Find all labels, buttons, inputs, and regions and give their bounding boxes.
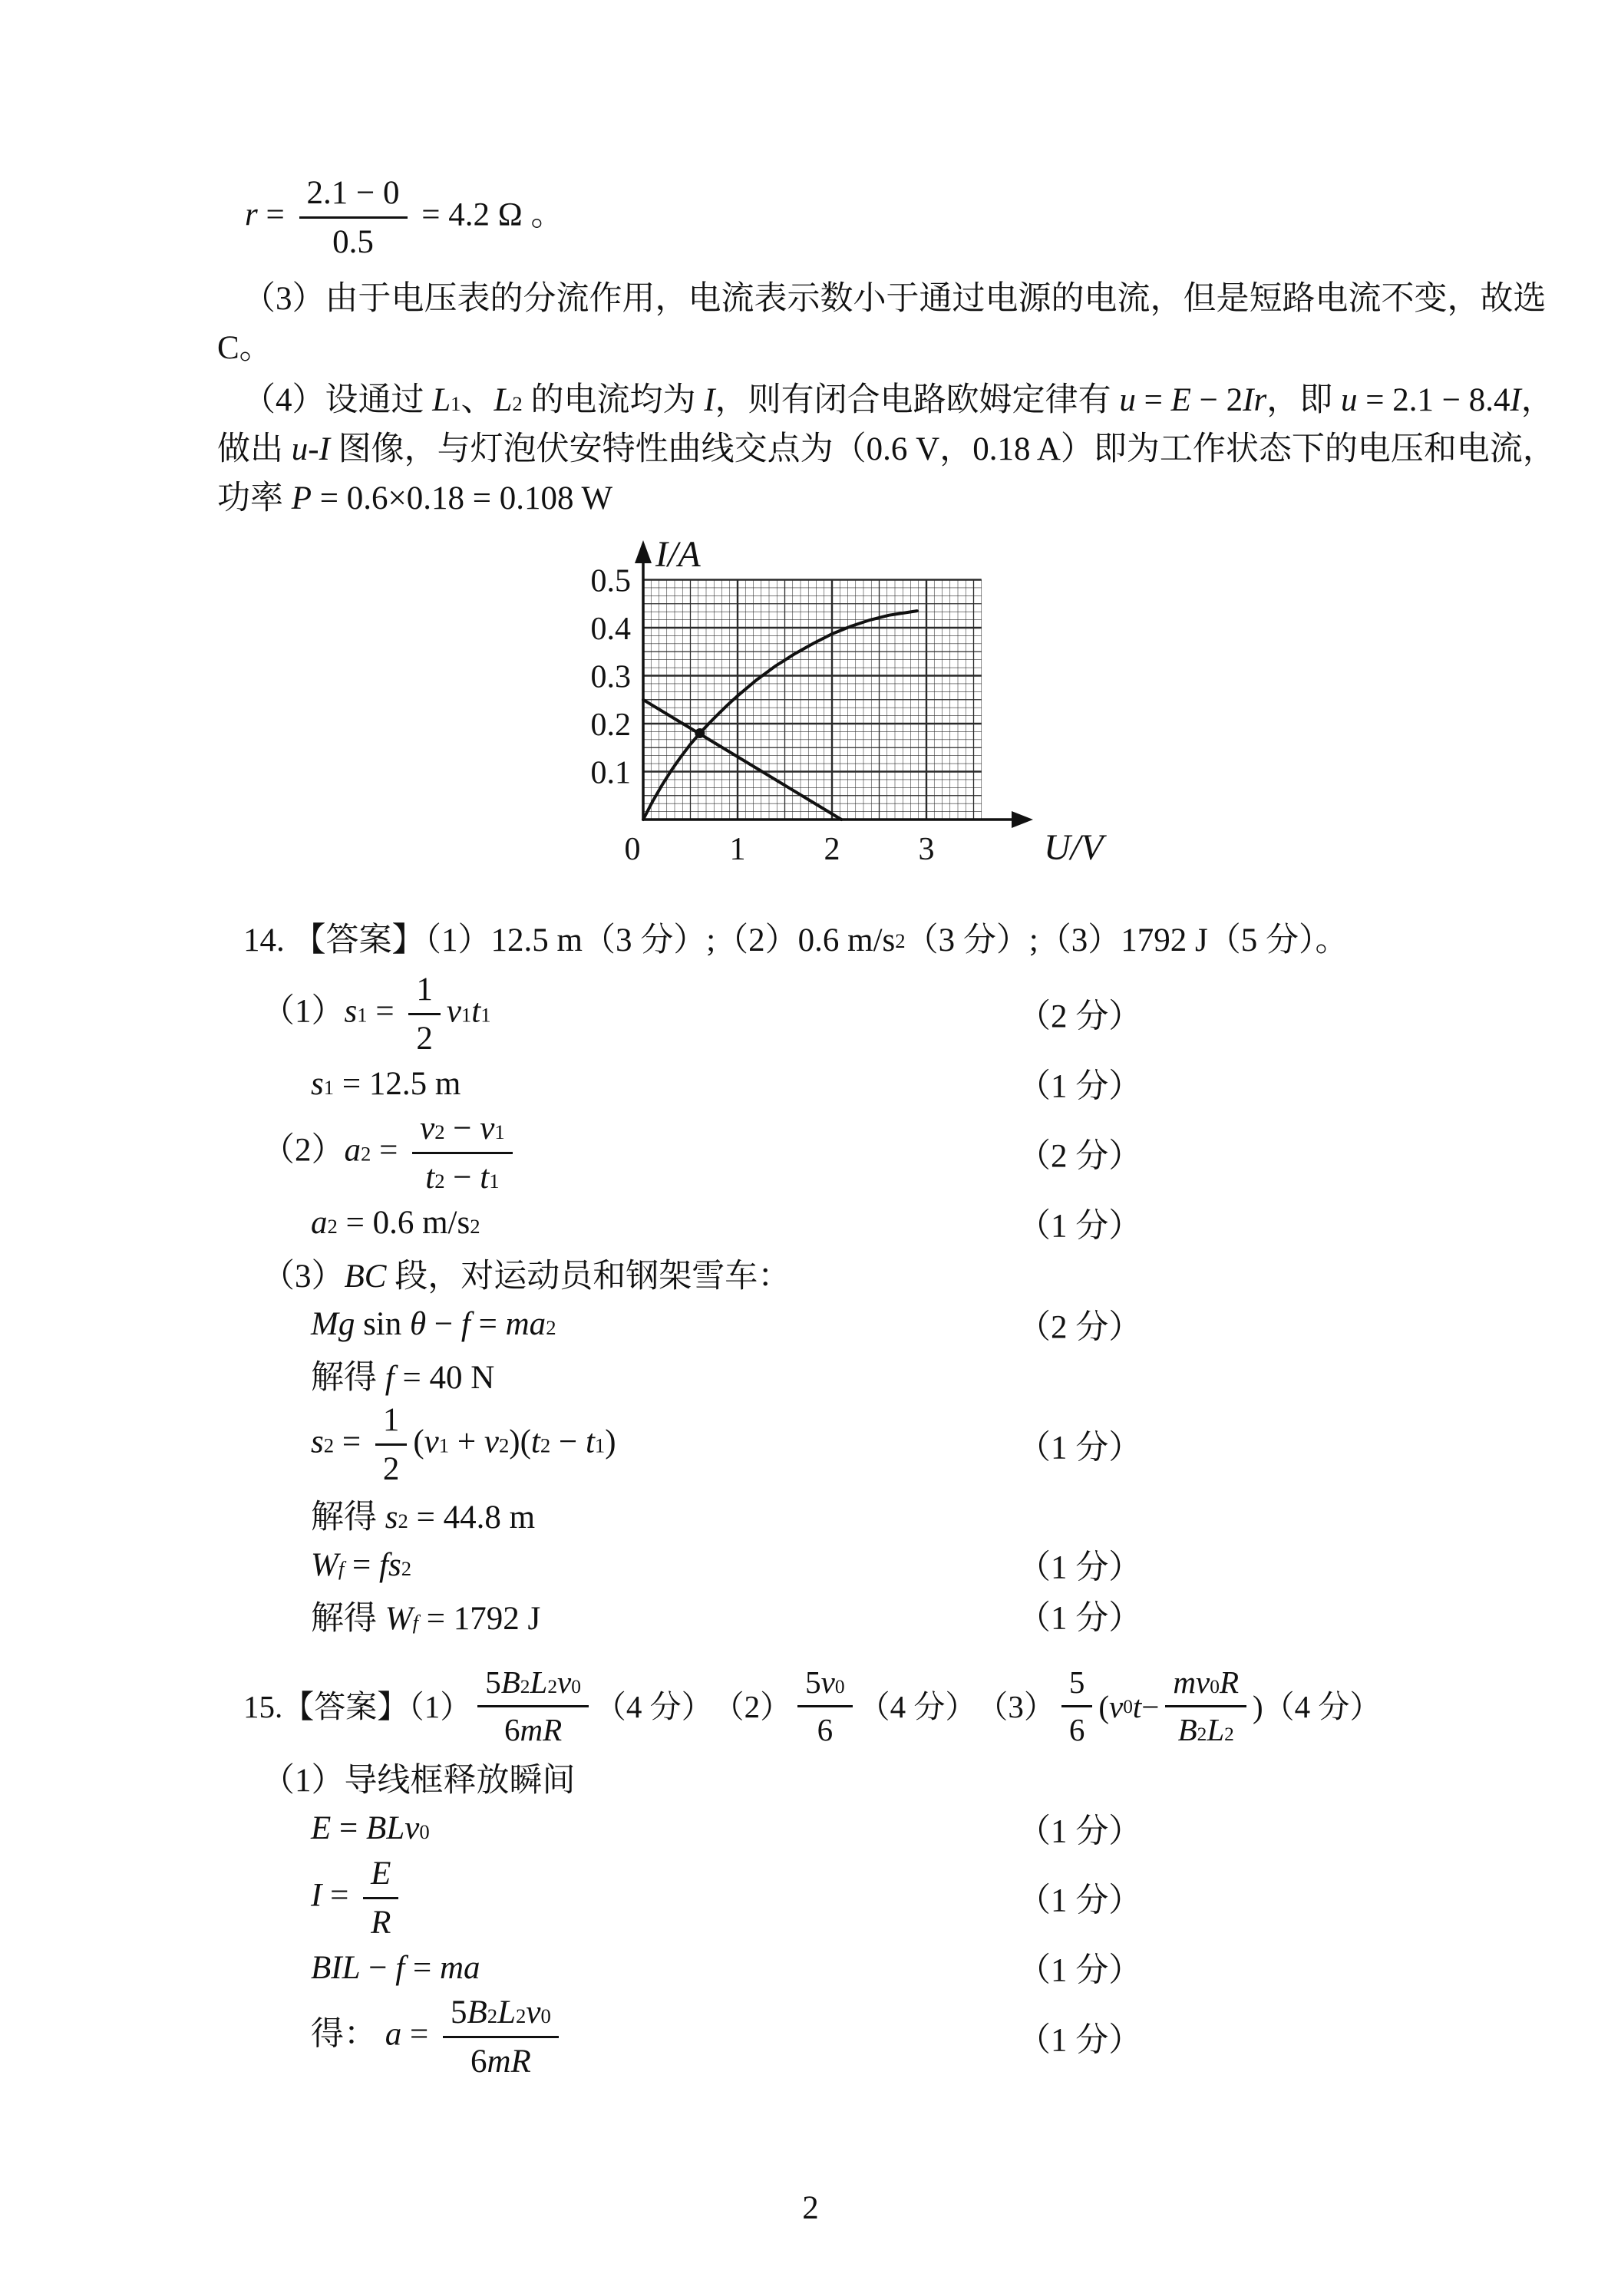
fraction: $\frac{mv_0R}{B^2L^2}$ xyxy=(1165,1665,1246,1747)
chart-label: 0.1 xyxy=(590,755,631,791)
formula: 解得 f = 40 N xyxy=(311,1360,495,1397)
chart-label: U/V xyxy=(1044,826,1104,868)
answer-row xyxy=(217,1199,1405,1247)
formula: $a_2 = 0.6$ $m/s^2$ xyxy=(311,1205,480,1242)
answer-row xyxy=(217,1351,1405,1399)
fraction: $\frac{v_2 - v_1}{t_2 - t_1}$ xyxy=(412,1110,513,1196)
q14-answers xyxy=(217,972,1405,1640)
chart-label: 0.5 xyxy=(590,563,631,599)
answer-row xyxy=(217,972,1405,1057)
score-label: （1 分） xyxy=(1018,2022,1142,2059)
text-line: 功率 P = 0.6×0.18 = 0.108 W xyxy=(217,480,613,516)
chart-label: 0 xyxy=(624,831,641,867)
fraction: $\frac{5B^2L^2v_0}{6mR}$ xyxy=(443,1994,559,2080)
score-label: （1 分） xyxy=(1018,1208,1142,1245)
score-label: （1 分） xyxy=(1018,1882,1142,1919)
fraction: $\frac{5}{6}$ xyxy=(1061,1665,1093,1747)
score-label: （1 分） xyxy=(1018,1430,1142,1466)
score-label: （2 分） xyxy=(1018,1138,1142,1175)
answer-row xyxy=(217,1805,1405,1852)
text-line: （4）设通过 $L_1$、$L_2$ 的电流均为 I，则有闭合电路欧姆定律有 u = E − 2Ir，即 u = 2.1 − 8.4I， xyxy=(243,381,1554,418)
formula: $s_1 = 12.5$ m xyxy=(311,1065,461,1102)
score-label: （1 分） xyxy=(1018,1813,1142,1850)
chart-label: 0.4 xyxy=(590,611,631,647)
answer-row xyxy=(217,1592,1405,1639)
formula: BIL − f = ma xyxy=(311,1949,480,1986)
formula: （1）导线框释放瞬间 xyxy=(262,1763,576,1800)
score-label: （2 分） xyxy=(1018,998,1142,1035)
formula: 解得 $s_2 = 44.8$ m xyxy=(311,1499,536,1536)
text-line: C。 xyxy=(217,329,272,366)
chart-label: I/A xyxy=(655,533,701,575)
text-line: 做出 u-I 图像，与灯泡伏安特性曲线交点为（0.6 V，0.18 A）即为工作状态下的电压和电流， xyxy=(217,430,1556,467)
page-number: 2 xyxy=(802,2190,819,2226)
iv-chart-svg xyxy=(570,529,1169,890)
iv-chart xyxy=(570,529,1405,890)
fraction: $\frac{E}{R}$ xyxy=(363,1856,398,1941)
text-line: （3）由于电压表的分流作用，电流表示数小于通过电源的电流，但是短路电流不变，故选 xyxy=(243,280,1547,317)
answer-row xyxy=(217,1754,1405,1802)
answer-row xyxy=(217,1060,1405,1107)
fraction: $\frac{5v_0}{6}$ xyxy=(797,1665,852,1747)
answer-row xyxy=(217,1541,1405,1588)
score-label: （1 分） xyxy=(1018,1549,1142,1586)
q14-header: 14. 【答案】（1）12.5 m（3 分）;（2）0.6 m/s 2 （3 分）;（3）1792 J（5 分）。 xyxy=(243,922,1349,958)
formula: $(2)a_2$ = $\frac{v_2 - v_1}{t_2 - t_1}$ xyxy=(262,1110,519,1196)
score-label: （2 分） xyxy=(1018,1309,1142,1346)
formula: E = BLv$_0$ xyxy=(311,1810,430,1847)
intersection-dot xyxy=(695,728,705,738)
formula: 解得 $W_f = 1792$ J xyxy=(311,1600,541,1637)
fraction: $\frac{5B^2L^2v_0}{6mR}$ xyxy=(477,1665,589,1747)
answer-row xyxy=(217,1110,1405,1196)
formula: （3）BC 段，对运动员和钢架雪车： xyxy=(262,1259,791,1295)
fraction: $\frac{1}{2}$ xyxy=(408,972,441,1057)
resistance-formula: r = $\frac{2.1 - 0}{0.5}$ = 4.2 Ω 。 xyxy=(245,175,564,261)
answer-row xyxy=(217,1402,1405,1488)
answer-row xyxy=(217,1250,1405,1298)
formula: $W_f = fs_2$ xyxy=(311,1546,412,1583)
formula: $s_2$ = $\frac{1}{2}$ $(v_1 + v_2)(t_2 - t_1)$ xyxy=(311,1401,616,1488)
fraction: $\frac{2.1 - 0}{0.5}$ xyxy=(299,175,408,261)
answer-row xyxy=(217,1856,1405,1941)
q15-answers xyxy=(217,1754,1405,2080)
chart-label: 0.2 xyxy=(590,707,631,743)
score-label: （1 分） xyxy=(1018,1068,1142,1105)
source-ui-line xyxy=(643,699,841,819)
chart-label: 3 xyxy=(918,831,935,867)
paragraph-3 xyxy=(217,275,1547,373)
paragraph-4 xyxy=(217,376,1556,523)
score-label: （1 分） xyxy=(1018,1600,1142,1637)
answer-row xyxy=(217,1490,1405,1538)
score-label: （1 分） xyxy=(1018,1952,1142,1989)
answer-row xyxy=(217,1994,1405,2080)
q15-header: 15.【答案】（1） $\frac{5B^2L^2v_0}{6mR}$ （4 分） （2） $\frac{5v_0}{6}$ （4 分） （3） $\frac{5}{6}$ ( v 0 t − $\frac{mv_0R}{B^2L^2}$ )（4 分） xyxy=(243,1664,1382,1748)
formula: Mg $\sin \theta - f = ma_2$ xyxy=(311,1306,556,1343)
fraction: $\frac{1}{2}$ xyxy=(375,1402,408,1488)
chart-label: 1 xyxy=(729,831,746,867)
chart-label: 2 xyxy=(824,831,840,867)
formula: 得： a = $\frac{5B^2L^2v_0}{6mR}$ xyxy=(311,1994,565,2080)
answer-row xyxy=(217,1944,1405,1991)
formula: $(1)s_1$ = $\frac{1}{2}$ $v_1t_1$ xyxy=(262,971,491,1057)
formula: I = $\frac{E}{R}$ xyxy=(311,1856,404,1941)
answer-row xyxy=(217,1301,1405,1348)
chart-label: 0.3 xyxy=(590,659,631,695)
lamp-vi-curve xyxy=(643,611,917,820)
